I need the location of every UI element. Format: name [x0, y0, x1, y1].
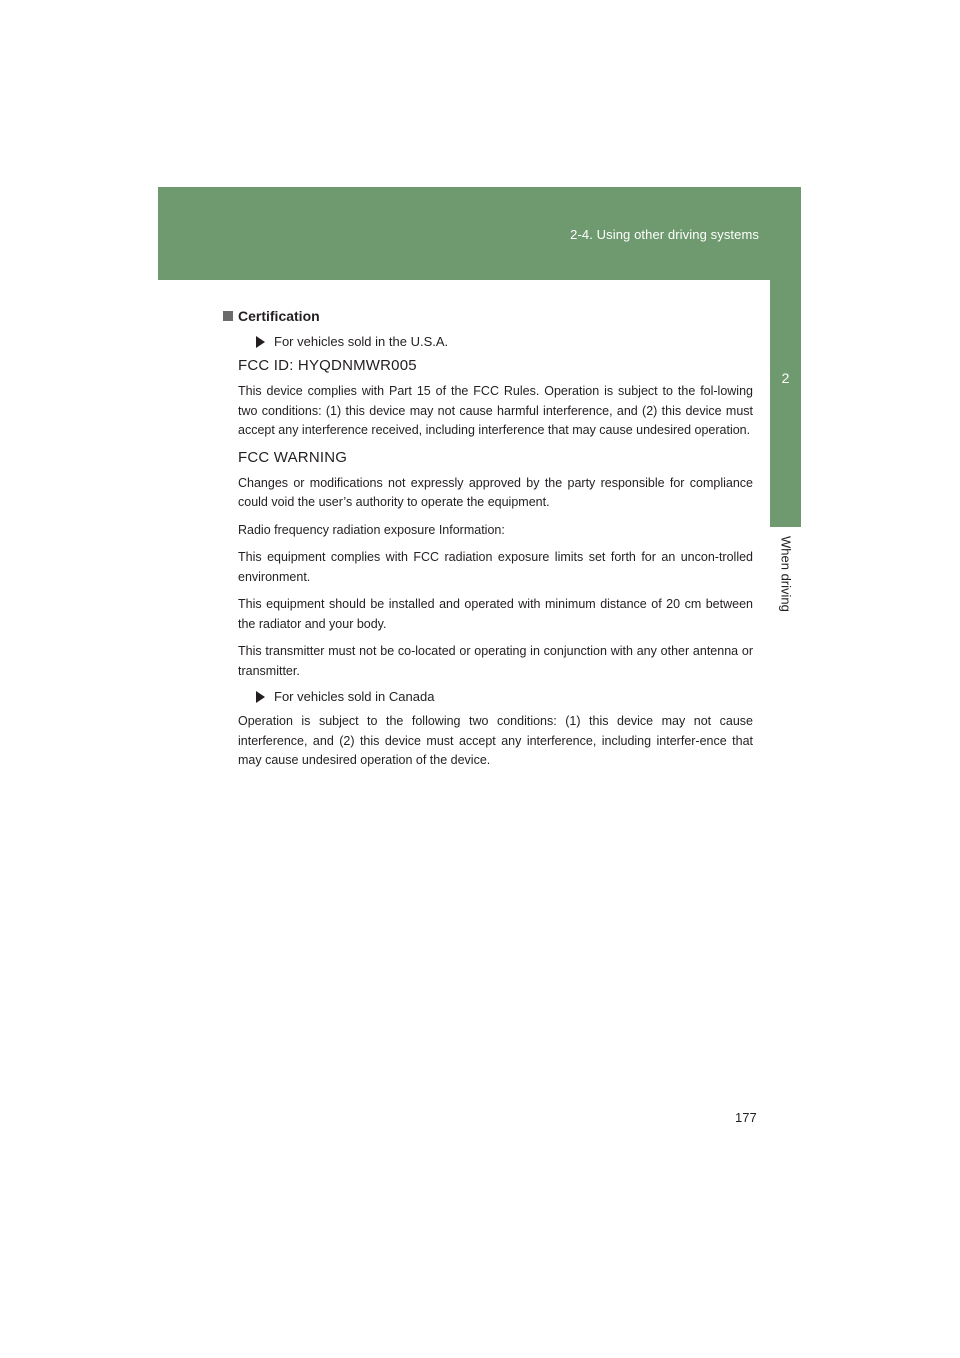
- fcc-id: FCC ID: HYQDNMWR005: [238, 357, 417, 374]
- section-heading: [223, 308, 753, 324]
- arrow-right-icon: [256, 691, 265, 703]
- canada-bullet: [256, 689, 753, 704]
- canada-text: Operation is subject to the following two conditions: (1) this device may not cause interference, and (2) this device must accept any interference, including interfer-ence that may cause undesired operation of the device.: [238, 714, 753, 767]
- chapter-number: 2: [781, 370, 790, 386]
- chapter-tab: [770, 280, 801, 527]
- usa-bullet-text: For vehicles sold in the U.S.A.: [274, 334, 449, 349]
- usa-bullet: [256, 334, 753, 349]
- heading-text: Certification: [238, 308, 320, 324]
- fcc-warning-title: FCC WARNING: [238, 448, 348, 466]
- square-bullet-icon: [223, 311, 233, 321]
- radio-text-1: This equipment complies with FCC radiation exposure limits set forth for an uncon-trolled environment.: [238, 550, 753, 584]
- page-number: 177: [735, 1110, 757, 1125]
- section-title: 2-4. Using other driving systems: [570, 227, 759, 242]
- fcc-compliance-text: This device complies with Part 15 of the FCC Rules. Operation is subject to the fol-lowing two conditions: (1) this device may not cause harmful interference, and (2) this device must accept any interference received, including interference that may cause undesired operation.: [238, 384, 753, 437]
- certification-body: [238, 334, 753, 771]
- radio-text-2: This equipment should be installed and operated with minimum distance of 20 cm between the radiator and your body.: [238, 597, 753, 631]
- header-band: [158, 187, 801, 280]
- radio-title: Radio frequency radiation exposure Information:: [238, 522, 505, 537]
- arrow-right-icon: [256, 336, 265, 348]
- page-content: [223, 308, 753, 779]
- radio-text-3: This transmitter must not be co-located or operating in conjunction with any other antenna or transmitter.: [238, 644, 753, 678]
- fcc-warning-text: Changes or modifications not expressly approved by the party responsible for compliance could void the user’s authority to operate the equipment.: [238, 475, 753, 509]
- canada-bullet-text: For vehicles sold in Canada: [274, 689, 435, 704]
- chapter-label: When driving: [778, 536, 794, 612]
